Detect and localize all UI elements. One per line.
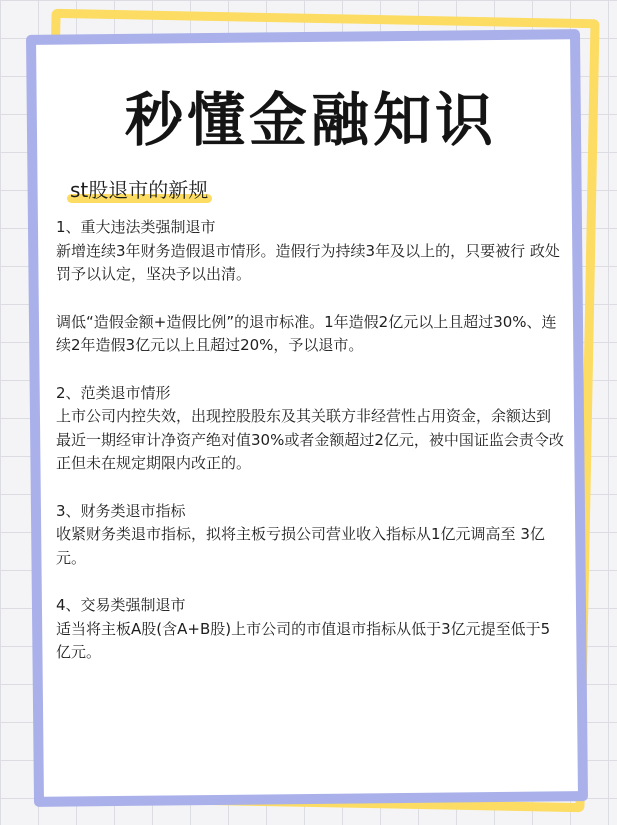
section-heading: 4、交易类强制退市 (56, 596, 186, 614)
section-heading: 2、范类退市情形 (56, 383, 171, 402)
article-content (56, 70, 576, 689)
section-financial-indicators (56, 500, 576, 571)
section-heading: 3、财务类退市指标 (56, 501, 186, 520)
paragraph-gap (56, 287, 576, 311)
page-title: 秒懂金融知识 (124, 86, 497, 154)
section-paragraph: 调低“造假金额+造假比例”的退市标准。1年造假2亿元以上且超过30%、连续2年造假3亿元以上且超过20%，予以退市。 (56, 312, 557, 354)
section-trading-delisting (56, 594, 576, 665)
section-paragraph: 新增连续3年财务造假退市情形。造假行为持续3年及以上的，只要被行 政处罚予以认定，坚决予以出清。 (56, 241, 560, 283)
section-major-violation (56, 216, 576, 358)
section-heading: 1、重大违法类强制退市 (56, 218, 216, 236)
section-paragraph: 收紧财务类退市指标，拟将主板亏损公司营业收入指标从1亿元调高至 3亿元。 (56, 525, 545, 567)
sections-list (56, 216, 576, 665)
section-paragraph: 上市公司内控失效，出现控股股东及其关联方非经营性占用资金，余额达到最近一期经审计净资产绝对值30%或者金额超过2亿元，被中国证监会责令改正但未在规定期限内改正的。 (56, 407, 564, 472)
subtitle-text: st股退市的新规 (70, 178, 209, 202)
section-standard-delisting (56, 382, 576, 476)
section-paragraph: 适当将主板A股(含A+B股)上市公司的市值退市指标从低于3亿元提至低于5亿元。 (56, 619, 551, 661)
subtitle (70, 176, 208, 204)
